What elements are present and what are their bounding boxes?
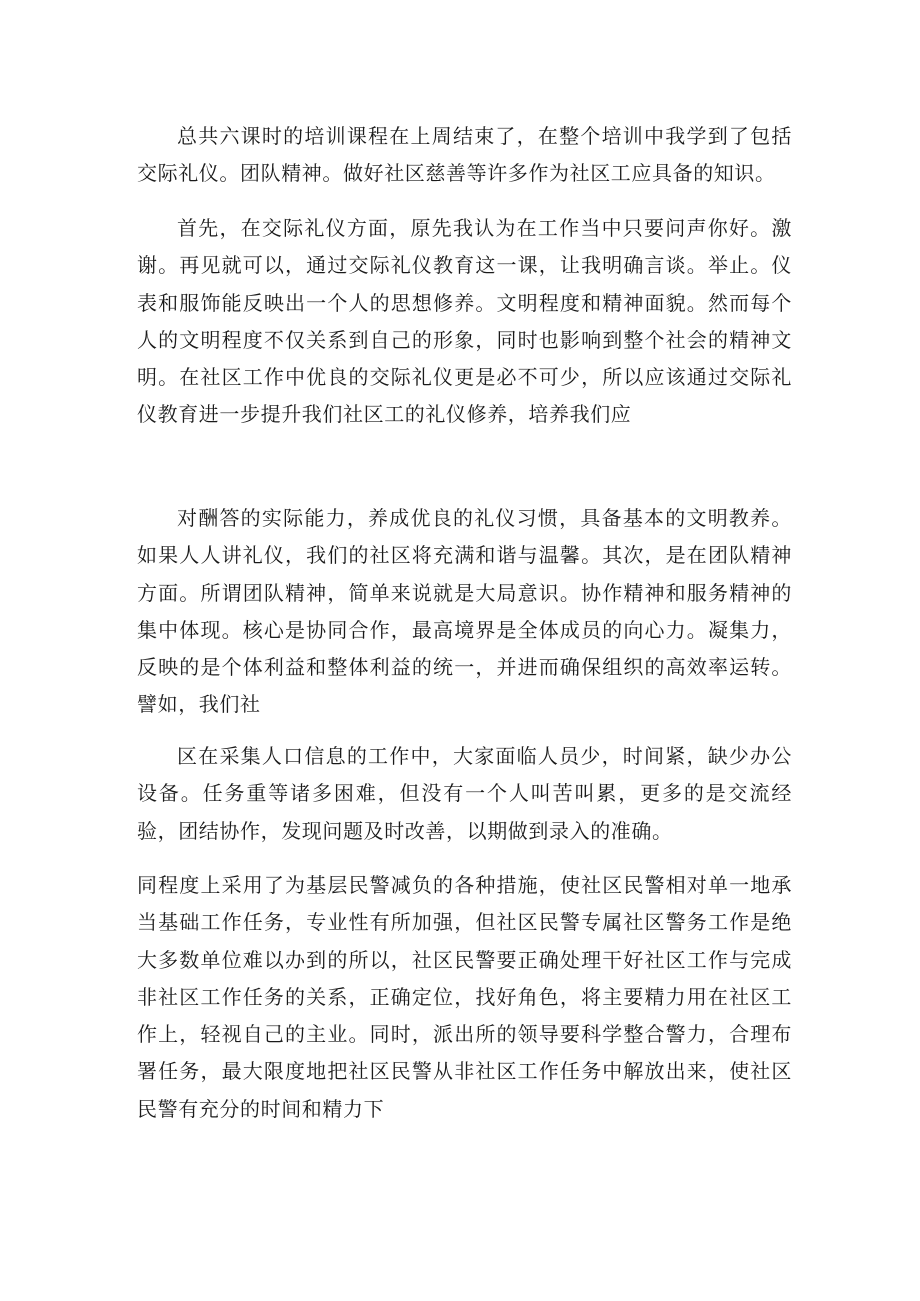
paragraph-community-example: 区在采集人口信息的工作中，大家面临人员少，时间紧，缺少办公设备。任务重等诸多困难，但没有一个人叫苦叫累，更多的是交流经验，团结协作，发现问题及时改善，以期做到录入的准确。 xyxy=(137,744,792,843)
paragraph-etiquette: 首先，在交际礼仪方面，原先我认为在工作当中只要问声你好。激谢。再见就可以，通过交际礼仪教育这一课，让我明确言谈。举止。仪表和服饰能反映出一个人的思想修养。文明程度和精神面貌。然而每个人的文明程度不仅关系到自己的形象，同时也影响到整个社会的精神文明。在社区工作中优良的交际礼仪更是必不可少，所以应该通过交际礼仪教育进一步提升我们社区工的礼仪修养，培养我们应 xyxy=(137,216,792,427)
paragraph-community-police: 同程度上采用了为基层民警减负的各种措施，使社区民警相对单一地承当基础工作任务，专业性有所加强，但社区民警专属社区警务工作是绝大多数单位难以办到的所以，社区民警要正确处理干好社区工作与完成非社区工作任务的关系，正确定位，找好角色，将主要精力用在社区工作上，轻视自己的主业。同时，派出所的领导要科学整合警力，合理布署任务，最大限度地把社区民警从非社区工作任务中解放出来，使社区民警有充分的时间和精力下 xyxy=(137,873,792,1121)
paragraph-training-summary: 总共六课时的培训课程在上周结束了，在整个培训中我学到了包括交际礼仪。团队精神。做好社区慈善等许多作为社区工应具备的知识。 xyxy=(137,124,792,186)
paragraph-team-spirit: 对酬答的实际能力，养成优良的礼仪习惯，具备基本的文明教养。如果人人讲礼仪，我们的社区将充满和谐与温馨。其次，是在团队精神方面。所谓团队精神，简单来说就是大局意识。协作精神和服务精神的集中体现。核心是协同合作，最高境界是全体成员的向心力。凝集力，反映的是个体利益和整体利益的统一，并进而确保组织的高效率运转。譬如，我们社 xyxy=(137,506,792,717)
